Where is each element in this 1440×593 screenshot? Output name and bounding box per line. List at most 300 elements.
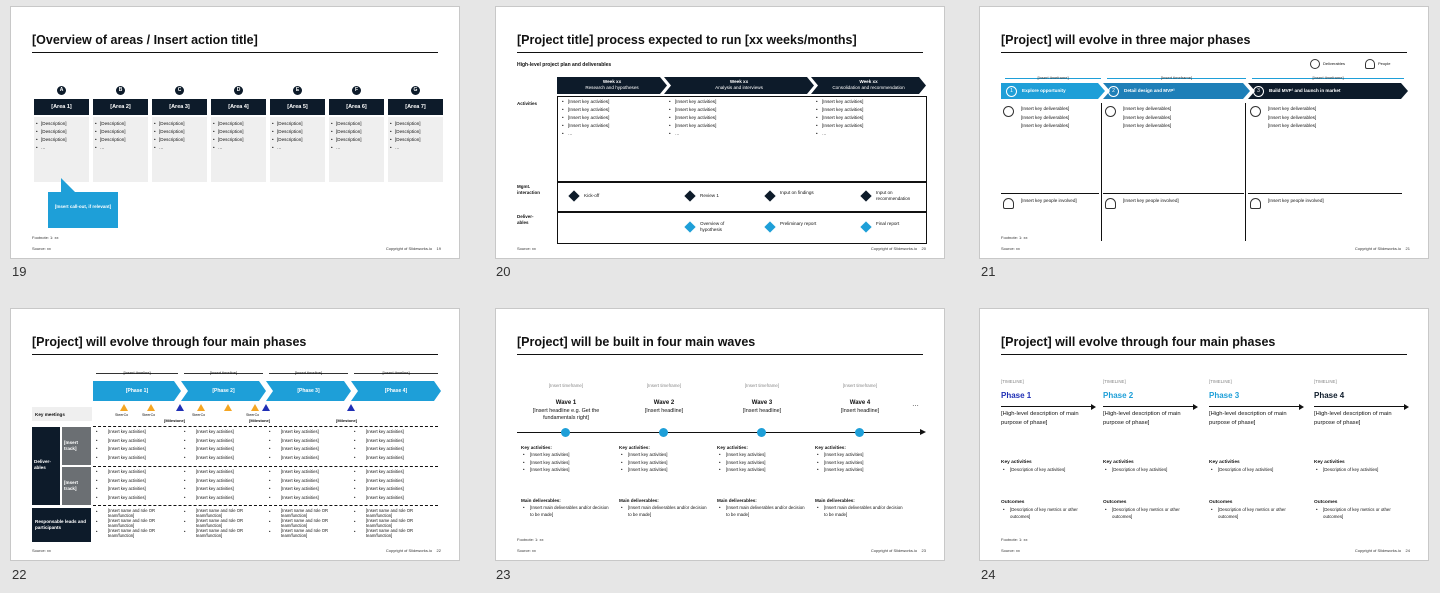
- phase-desc: [High-level description of main purpose of phase]: [1209, 411, 1287, 426]
- bullet-dot: •: [331, 145, 333, 150]
- bullet-dot: •: [562, 123, 564, 128]
- bullet-dot: •: [354, 509, 356, 514]
- bullet-dot: •: [390, 145, 392, 150]
- title-rule: [1001, 354, 1407, 355]
- activity-item: [Insert key activities]: [366, 494, 404, 500]
- deliv-label: Overview of hypothesis: [700, 221, 725, 232]
- slide-title: [Project title] process expected to run [xx weeks/months]: [517, 33, 857, 47]
- subtitle: High-level project plan and deliverables: [517, 62, 612, 68]
- slide-title: [Project] will evolve through four main phases: [1001, 335, 1276, 349]
- phase-label: Build MVP¹ and launch in market: [1269, 88, 1341, 93]
- bullet-dot: •: [96, 494, 98, 500]
- slide-19[interactable]: [10, 6, 460, 259]
- steerco-label: SteerCo: [142, 413, 156, 417]
- bullet-dot: •: [96, 477, 98, 483]
- bullet-dot: •: [96, 429, 98, 434]
- callout-box: [48, 192, 118, 228]
- area-desc-item: [Description]: [159, 137, 185, 142]
- bullet-dot: •: [36, 129, 38, 134]
- activity-item: [Description of key activities]: [1218, 467, 1274, 472]
- responsible-label: Responsable leads and participants: [35, 519, 87, 530]
- bullet-dot: •: [36, 145, 38, 150]
- activity-item: [Insert key activities]: [568, 99, 610, 104]
- title-rule: [517, 52, 923, 53]
- slide-title: [Overview of areas / Insert action title]: [32, 33, 258, 47]
- slide-title: [Project] will evolve through four main phases: [32, 335, 307, 349]
- bullet-dot: •: [390, 137, 392, 142]
- phase-number: 2: [1112, 87, 1115, 94]
- area-desc-item: [Description]: [336, 121, 362, 126]
- bullet-dot: •: [669, 99, 671, 104]
- deliverable-item: [Insert key deliverables]: [1123, 106, 1172, 111]
- activity-item: [Insert key activities]: [822, 123, 864, 128]
- bullet-dot: •: [523, 459, 525, 465]
- week-label: Week xx: [729, 79, 749, 84]
- outcomes-label: Outcomes: [1209, 500, 1233, 505]
- bullet-dot: •: [184, 437, 186, 443]
- area-letter: B: [118, 87, 123, 93]
- bullet-dot: •: [1003, 467, 1005, 472]
- bullet-dot: •: [96, 469, 98, 474]
- callout-pointer: [61, 178, 75, 192]
- activity-item: [Insert key activities]: [196, 429, 234, 434]
- bullet-dot: •: [816, 123, 818, 128]
- activity-item: [Insert key activities]: [822, 107, 864, 112]
- week-label: Week xx: [859, 79, 878, 84]
- bullet-dot: •: [154, 145, 156, 150]
- row-label-activities: Activities: [517, 101, 538, 106]
- bullet-dot: •: [669, 131, 671, 136]
- activity-item: [Description of key activities]: [1112, 467, 1168, 472]
- bullet-dot: •: [354, 454, 356, 460]
- copyright: Copyright of Slideworks.io 21: [1354, 246, 1410, 251]
- steerco-label: SteerCo: [192, 413, 206, 417]
- bullet-dot: •: [95, 129, 97, 134]
- area-desc-item: [Description]: [277, 129, 303, 134]
- track-dash: [93, 466, 438, 467]
- activity-item: [Insert key activities]: [568, 107, 610, 112]
- people-rule: [1248, 193, 1402, 194]
- wave-name: Wave 2: [653, 400, 675, 406]
- area-desc-item: …: [159, 145, 164, 150]
- activity-item: [Insert key activities]: [281, 429, 319, 434]
- area-desc-item: …: [277, 145, 282, 150]
- activity-item: [Insert key activities]: [108, 486, 146, 491]
- activity-item: [Insert key activities]: [726, 459, 766, 465]
- track-dash: [93, 505, 438, 506]
- activity-item: [Insert key activities]: [628, 459, 668, 465]
- deliv-label: Preliminary report: [780, 221, 817, 226]
- deliv-label: Final report: [876, 221, 900, 226]
- bullet-dot: •: [390, 121, 392, 126]
- source: Source: xx: [32, 246, 51, 251]
- activity-item: [Insert key activities]: [366, 437, 404, 443]
- bullet-dot: •: [1105, 467, 1107, 472]
- bullet-dot: •: [354, 446, 356, 451]
- bullet-dot: •: [154, 137, 156, 142]
- bullet-dot: •: [96, 519, 98, 524]
- timeline-label: [TIMELINE]: [1001, 379, 1024, 384]
- bullet-dot: •: [719, 505, 721, 510]
- bullet-dot: •: [269, 429, 271, 434]
- wave-ellipsis: …: [912, 401, 919, 408]
- area-desc-item: [Description]: [395, 129, 421, 134]
- bullet-dot: •: [269, 437, 271, 443]
- bullet-dot: •: [354, 529, 356, 534]
- activity-item: [Insert key activities]: [530, 467, 570, 472]
- role-item: [Insert name and role OR team/function]: [196, 518, 244, 528]
- area-desc-item: [Description]: [336, 129, 362, 134]
- area-desc-item: …: [100, 145, 105, 150]
- phase-desc: [High-level description of main purpose of phase]: [1314, 411, 1392, 426]
- activity-item: [Insert key activities]: [281, 446, 319, 451]
- deliverables-icon: [1003, 106, 1014, 117]
- bullet-dot: •: [269, 494, 271, 500]
- area-letter: C: [177, 87, 182, 93]
- people-icon: [1250, 198, 1261, 209]
- deliverable-item: [Insert main deliverables and/or decision to be made]: [726, 505, 805, 517]
- role-item: [Insert name and role OR team/function]: [108, 528, 156, 538]
- activity-item: [Insert key activities]: [108, 454, 146, 460]
- key-activities-label: Key activities: [1314, 460, 1345, 465]
- phase-divider: [1101, 103, 1102, 241]
- bullet-dot: •: [154, 121, 156, 126]
- bullet-dot: •: [184, 486, 186, 491]
- wave-headline: [Insert headline e.g. Get the fundamentals right]: [532, 408, 600, 421]
- slide-number: 19: [12, 264, 27, 279]
- phase-divider: [1245, 103, 1246, 241]
- phase-desc: [High-level description of main purpose of phase]: [1001, 411, 1079, 426]
- steerco-label: SteerCo: [115, 413, 129, 417]
- timeline-label: [TIMELINE]: [1314, 379, 1337, 384]
- area-desc-item: [Description]: [100, 129, 126, 134]
- bullet-dot: •: [817, 452, 819, 457]
- meeting-triangle: [120, 404, 128, 411]
- source: Source: xx: [1001, 246, 1020, 251]
- activity-item: [Insert key activities]: [824, 459, 864, 465]
- key-meetings-label: Key meetings: [35, 412, 65, 417]
- area-desc-item: [Description]: [336, 137, 362, 142]
- title-rule: [32, 52, 438, 53]
- mgmt-label: Input on findings: [780, 190, 814, 195]
- role-item: [Insert name and role OR team/function]: [366, 518, 414, 528]
- key-activities-label: Key activities:: [619, 445, 650, 450]
- deliverables-icon: [1250, 106, 1261, 117]
- main-deliverables-label: Main deliverables:: [521, 498, 561, 503]
- bullet-dot: •: [95, 145, 97, 150]
- main-deliverables-label: Main deliverables:: [815, 498, 855, 503]
- bullet-dot: •: [816, 99, 818, 104]
- area-desc-item: [Description]: [395, 137, 421, 142]
- bullet-dot: •: [272, 129, 274, 134]
- phase-title: Phase 3: [1209, 391, 1240, 400]
- area-desc-item: [Description]: [395, 121, 421, 126]
- outcomes-label: Outcomes: [1314, 500, 1338, 505]
- activity-item: [Insert key activities]: [366, 486, 404, 491]
- activity-item: [Insert key activities]: [196, 446, 234, 451]
- main-deliverables-label: Main deliverables:: [619, 498, 659, 503]
- area-letter: F: [354, 87, 359, 93]
- role-item: [Insert name and role OR team/function]: [281, 528, 329, 538]
- slide-number: 23: [496, 567, 511, 582]
- timeline-label: [Insert timeline]: [209, 370, 238, 375]
- outcome-item: [Description of key metrics or other outcomes]: [1218, 507, 1286, 519]
- deliverable-item: [Insert key deliverables]: [1123, 114, 1172, 120]
- bullet-dot: •: [331, 137, 333, 142]
- activity-item: [Description of key activities]: [1323, 467, 1379, 472]
- wave-dot: [561, 428, 570, 437]
- activity-item: [Insert key activities]: [726, 467, 766, 472]
- bullet-dot: •: [96, 509, 98, 514]
- milestone-label: [Milestone]: [164, 418, 186, 423]
- area-desc-item: …: [218, 145, 223, 150]
- bullet-dot: •: [184, 429, 186, 434]
- area-label: [Area 7]: [405, 104, 426, 110]
- source: Source: xx: [32, 548, 51, 553]
- bullet-dot: •: [523, 452, 525, 457]
- slide-23[interactable]: [495, 308, 945, 561]
- bullet-dot: •: [269, 469, 271, 474]
- activity-item: [Insert key activities]: [675, 107, 717, 112]
- copyright: Copyright of Slideworks.io 20: [870, 246, 926, 251]
- wave-name: Wave 4: [849, 400, 871, 406]
- bullet-dot: •: [523, 467, 525, 472]
- activity-item: [Insert key activities]: [366, 454, 404, 460]
- area-letter: A: [59, 87, 64, 93]
- activity-item: [Insert key activities]: [108, 429, 146, 434]
- bullet-dot: •: [1211, 467, 1213, 472]
- source: Source: xx: [1001, 548, 1020, 553]
- role-item: [Insert name and role OR team/function]: [281, 518, 329, 528]
- bullet-dot: •: [96, 529, 98, 534]
- bullet-dot: •: [269, 519, 271, 524]
- deliverable-item: [Insert key deliverables]: [1268, 106, 1317, 111]
- bullet-dot: •: [1105, 507, 1107, 512]
- slide-number: 22: [12, 567, 27, 582]
- bullet-dot: •: [213, 145, 215, 150]
- timeframe-label: [Insert timeframe]: [1312, 75, 1344, 80]
- bullet-dot: •: [184, 446, 186, 451]
- meeting-triangle: [147, 404, 155, 411]
- bullet-dot: •: [269, 529, 271, 534]
- bullet-dot: •: [96, 437, 98, 443]
- area-desc-item: [Description]: [100, 137, 126, 142]
- phase-number: 3: [1257, 87, 1260, 94]
- week-desc: Analysis and interviews: [715, 85, 763, 90]
- bullet-dot: •: [669, 107, 671, 112]
- phase-arrow: [1103, 406, 1195, 407]
- outcomes-label: Outcomes: [1001, 500, 1025, 505]
- bullet-dot: •: [669, 115, 671, 120]
- activity-item: …: [822, 131, 827, 136]
- phase-arrowhead: [1404, 404, 1409, 410]
- activity-item: [Insert key activities]: [281, 477, 319, 483]
- activity-item: [Insert key activities]: [366, 477, 404, 483]
- activity-item: [Insert key activities]: [196, 437, 234, 443]
- wave-headline: [Insert headline]: [840, 408, 880, 414]
- area-label: [Area 5]: [287, 104, 308, 110]
- area-desc-item: [Description]: [218, 137, 244, 142]
- wave-name: Wave 3: [751, 400, 773, 406]
- bullet-dot: •: [184, 469, 186, 474]
- people-item: [Insert key people involved]: [1123, 198, 1179, 203]
- area-label: [Area 1]: [51, 104, 72, 110]
- bullet-dot: •: [213, 137, 215, 142]
- activity-item: [Insert key activities]: [108, 469, 146, 474]
- activity-item: [Insert key activities]: [108, 477, 146, 483]
- activity-item: [Insert key activities]: [822, 99, 864, 104]
- outcome-item: [Description of key metrics or other outcomes]: [1323, 507, 1391, 519]
- role-item: [Insert name and role OR team/function]: [108, 508, 156, 518]
- phase-desc: [High-level description of main purpose of phase]: [1103, 411, 1181, 426]
- people-rule: [1103, 193, 1244, 194]
- bullet-dot: •: [269, 446, 271, 451]
- slide-24[interactable]: [979, 308, 1429, 561]
- milestone-label: [Milestone]: [336, 418, 358, 423]
- week-desc: Research and hypotheses: [585, 85, 639, 90]
- slide-number: 24: [981, 567, 996, 582]
- key-activities-label: Key activities:: [521, 445, 552, 450]
- bullet-dot: •: [1211, 507, 1213, 512]
- source: Source: xx: [517, 246, 536, 251]
- bullet-dot: •: [184, 519, 186, 524]
- meeting-triangle: [224, 404, 232, 411]
- activity-item: [Insert key activities]: [568, 123, 610, 128]
- phase-arrowhead: [1193, 404, 1198, 410]
- deliv-box: [557, 212, 927, 244]
- area-desc-item: [Description]: [41, 137, 67, 142]
- bullet-dot: •: [331, 129, 333, 134]
- bullet-dot: •: [354, 494, 356, 500]
- bullet-dot: •: [817, 459, 819, 465]
- slide-number: 20: [496, 264, 511, 279]
- activity-item: [Insert key activities]: [281, 437, 319, 443]
- bullet-dot: •: [817, 467, 819, 472]
- bullet-dot: •: [184, 454, 186, 460]
- slide-number: 21: [981, 264, 996, 279]
- bullet-dot: •: [96, 486, 98, 491]
- phase-label: [Phase 2]: [212, 388, 235, 394]
- phase-arrow: [1209, 406, 1301, 407]
- copyright: Copyright of Slideworks.io 19: [385, 246, 441, 251]
- deliverable-item: [Insert key deliverables]: [1021, 106, 1070, 111]
- phase-label: [Phase 3]: [297, 388, 320, 394]
- wave-timeframe: [Insert timeframe]: [744, 383, 780, 388]
- bullet-dot: •: [523, 505, 525, 510]
- slide-title: [Project] will be built in four main waves: [517, 335, 756, 349]
- area-letter: E: [295, 87, 300, 93]
- slide-22[interactable]: [10, 308, 460, 561]
- steerco-label: SteerCo: [246, 413, 260, 417]
- phase-arrow: [1314, 406, 1406, 407]
- meeting-triangle: [176, 404, 184, 411]
- legend-deliverables-icon: [1310, 59, 1320, 69]
- activity-item: [Insert key activities]: [281, 454, 319, 460]
- activity-item: [Insert key activities]: [196, 477, 234, 483]
- people-item: [Insert key people involved]: [1021, 198, 1077, 203]
- activity-item: [Insert key activities]: [530, 459, 570, 465]
- key-activities-label: Key activities:: [815, 445, 846, 450]
- activity-item: [Insert key activities]: [196, 494, 234, 500]
- deliverable-item: [Insert key deliverables]: [1021, 123, 1070, 128]
- deliverable-item: [Insert key deliverables]: [1123, 123, 1172, 128]
- phase-number: 1: [1010, 87, 1013, 94]
- wave-headline: [Insert headline]: [742, 408, 782, 414]
- bullet-dot: •: [272, 137, 274, 142]
- bullet-dot: •: [1316, 467, 1318, 472]
- area-desc-item: [Description]: [100, 121, 126, 126]
- key-activities-label: Key activities: [1209, 460, 1240, 465]
- activity-item: …: [675, 131, 680, 136]
- activity-item: [Insert key activities]: [108, 494, 146, 500]
- area-desc-item: …: [395, 145, 400, 150]
- main-deliverables-label: Main deliverables:: [717, 498, 757, 503]
- people-icon: [1003, 198, 1014, 209]
- timeline-label: [TIMELINE]: [1103, 379, 1126, 384]
- bullet-dot: •: [213, 121, 215, 126]
- bullet-dot: •: [184, 477, 186, 483]
- row-label-deliverables: Deliver-ables: [517, 214, 534, 225]
- week-label: Week xx: [602, 79, 622, 84]
- title-rule: [517, 354, 923, 355]
- copyright: Copyright of Slideworks.io 24: [1354, 548, 1410, 553]
- week-desc: Consolidation and recommendation: [832, 85, 905, 90]
- track-dash: [93, 426, 438, 427]
- activity-item: [Insert key activities]: [366, 446, 404, 451]
- area-desc-item: [Description]: [41, 121, 67, 126]
- timeframe-label: [Insert timeframe]: [1037, 75, 1069, 80]
- wave-dot: [659, 428, 668, 437]
- bullet-dot: •: [269, 454, 271, 460]
- bullet-dot: •: [184, 529, 186, 534]
- bullet-dot: •: [354, 477, 356, 483]
- slide-21[interactable]: [979, 6, 1429, 259]
- slide-title: [Project] will evolve in three major phases: [1001, 33, 1251, 47]
- deliverable-item: [Insert key deliverables]: [1268, 114, 1317, 120]
- phase-title: Phase 4: [1314, 391, 1345, 400]
- timeline-label: [TIMELINE]: [1209, 379, 1232, 384]
- meeting-triangle: [262, 404, 270, 411]
- callout-text: [Insert call-out, if relevant]: [54, 204, 112, 209]
- area-label: [Area 3]: [169, 104, 190, 110]
- activity-item: [Insert key activities]: [366, 469, 404, 474]
- people-rule: [1001, 193, 1099, 194]
- meeting-triangle: [251, 404, 259, 411]
- bullet-dot: •: [354, 437, 356, 443]
- bullet-dot: •: [96, 446, 98, 451]
- area-label: [Area 6]: [346, 104, 367, 110]
- bullet-dot: •: [154, 129, 156, 134]
- bullet-dot: •: [390, 129, 392, 134]
- activity-item: [Insert key activities]: [108, 446, 146, 451]
- mgmt-label: Review 1: [700, 193, 719, 198]
- mgmt-label: Kick-off: [584, 193, 600, 198]
- phase-label: Detail design and MVP¹: [1124, 88, 1175, 93]
- area-desc-item: [Description]: [159, 129, 185, 134]
- activity-item: [Insert key activities]: [822, 115, 864, 120]
- activity-item: [Insert key activities]: [568, 115, 610, 120]
- wave-dot: [855, 428, 864, 437]
- bullet-dot: •: [354, 519, 356, 524]
- activity-item: [Insert key activities]: [196, 486, 234, 491]
- timeframe-label: [Insert timeframe]: [1160, 75, 1193, 80]
- slide-20[interactable]: [495, 6, 945, 259]
- wave-name: Wave 1: [555, 400, 577, 406]
- phase-label: [Phase 4]: [384, 388, 408, 394]
- area-desc-item: …: [41, 145, 46, 150]
- area-letter: G: [413, 87, 418, 93]
- outcomes-label: Outcomes: [1103, 500, 1127, 505]
